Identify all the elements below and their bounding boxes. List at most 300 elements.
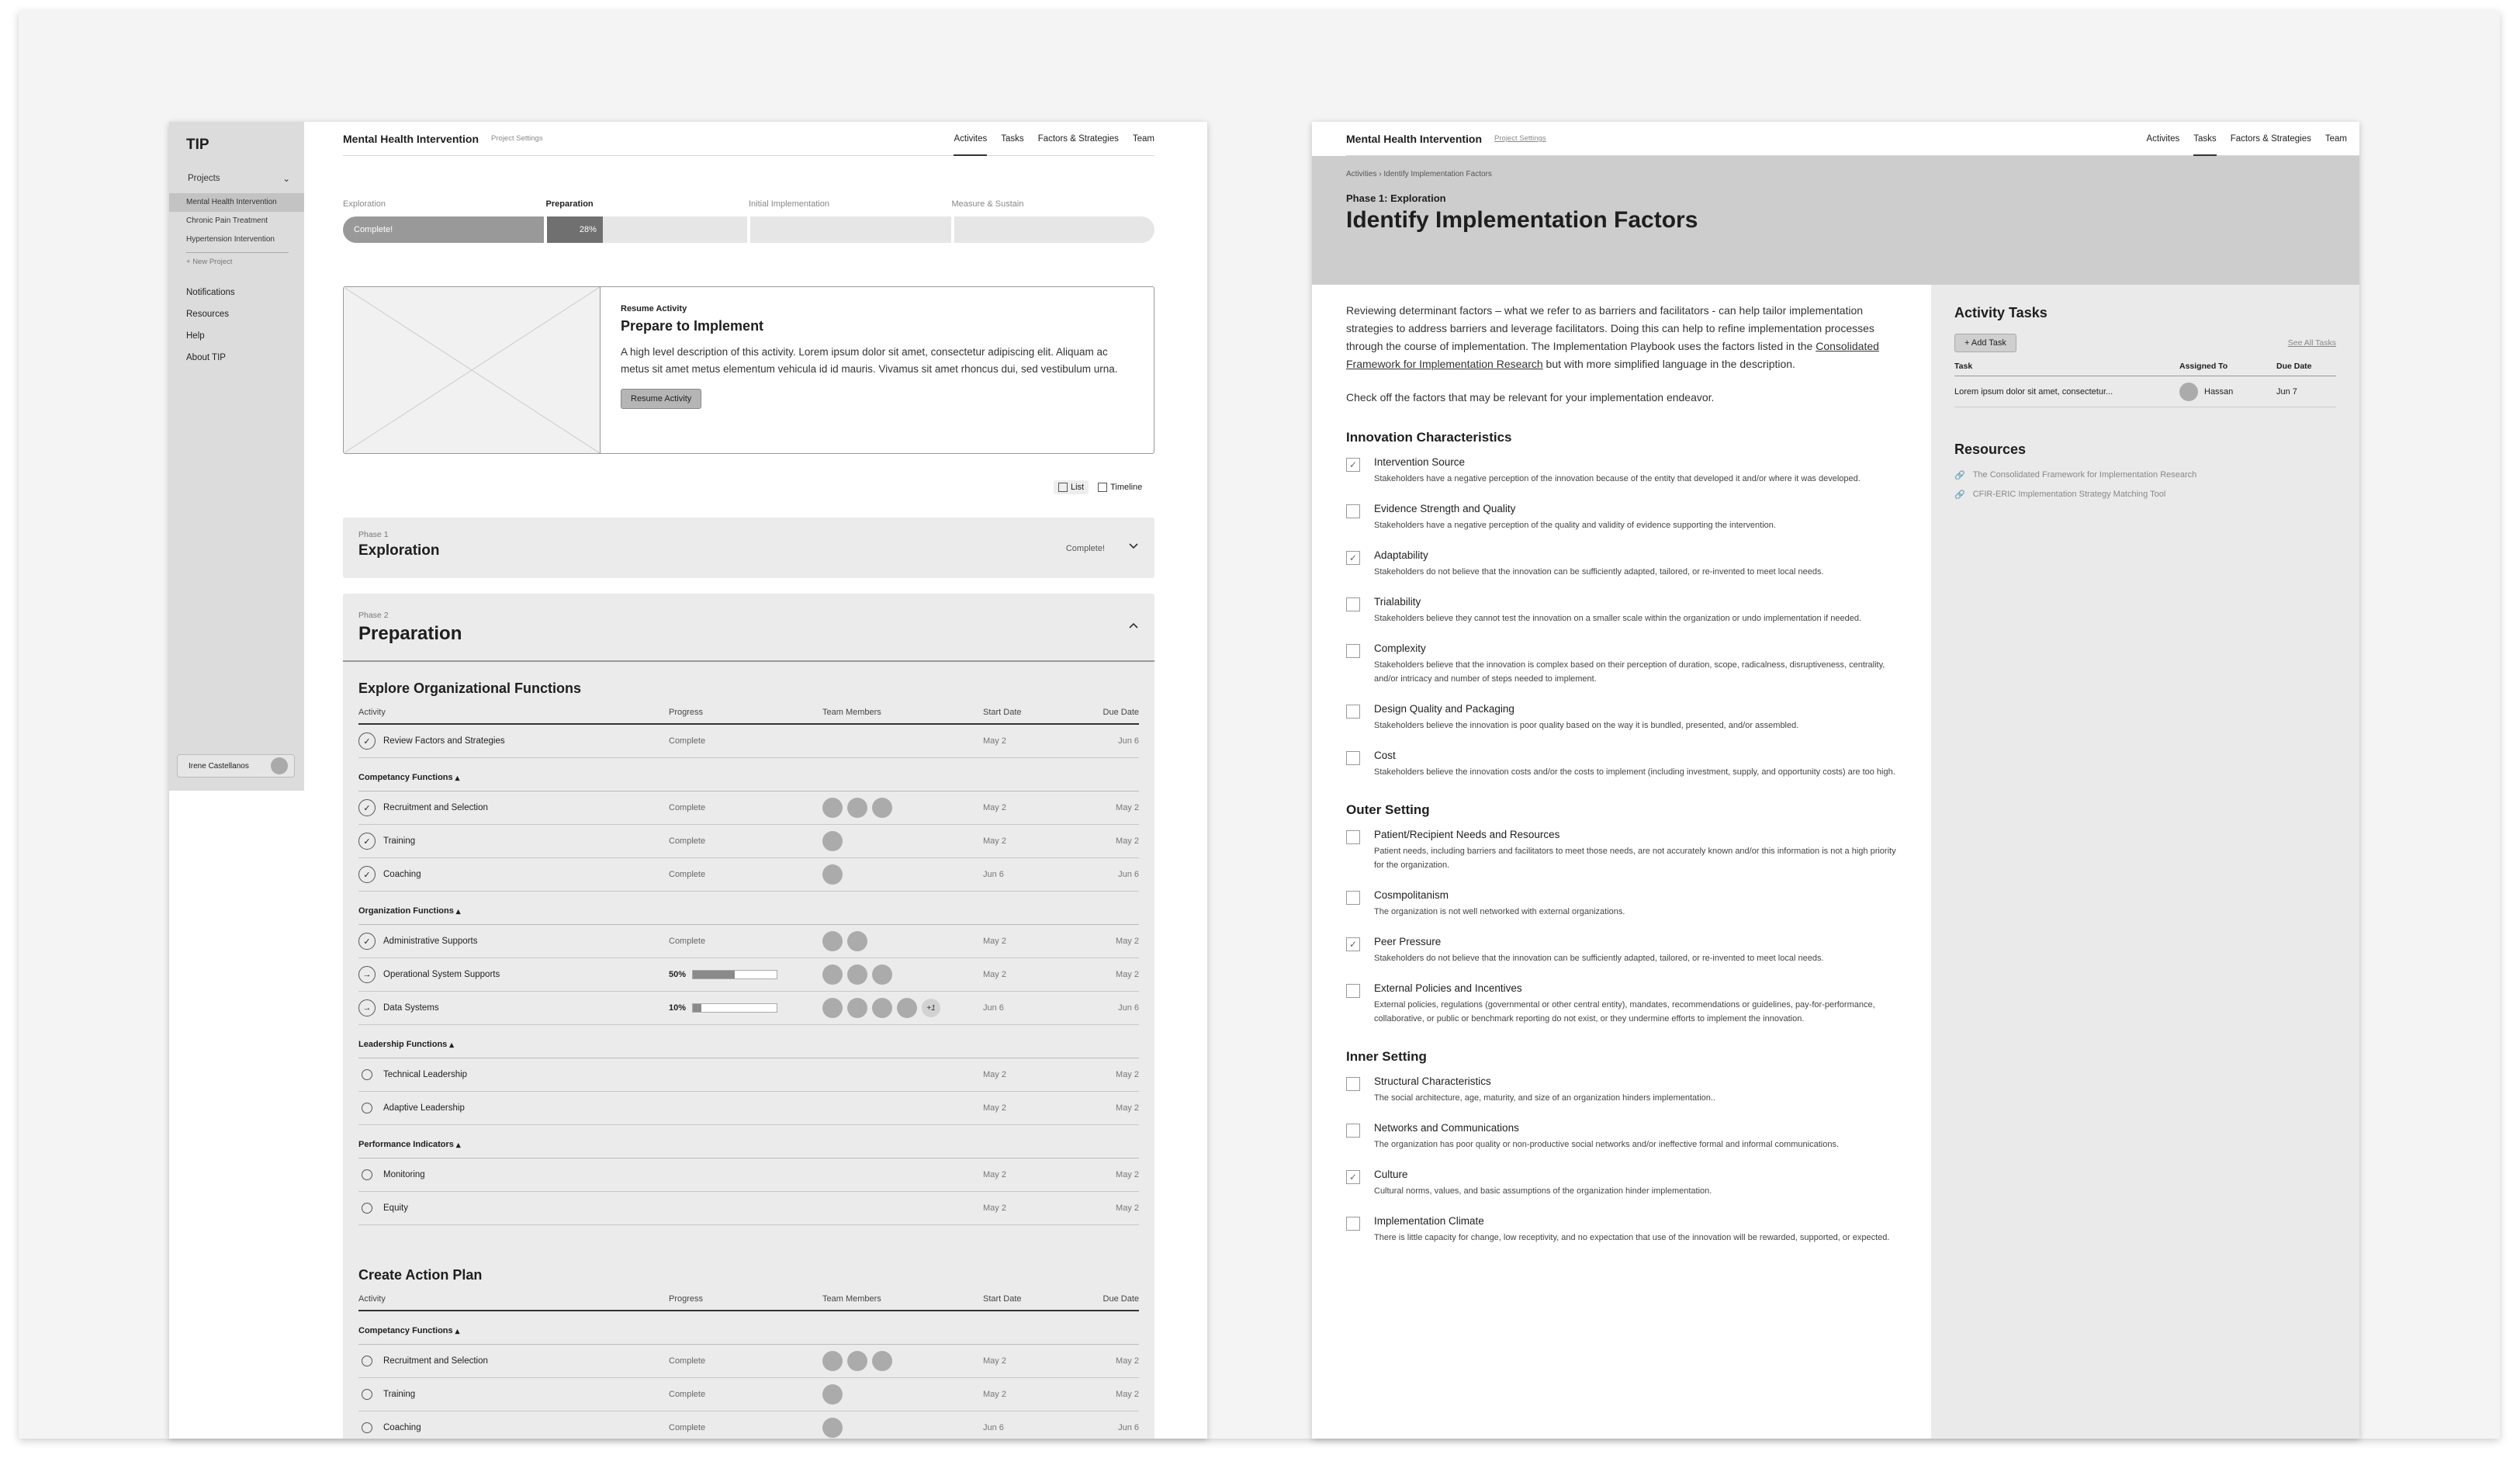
checkbox-checked[interactable]: ✓ <box>1346 458 1360 472</box>
project-title: Mental Health Intervention <box>1346 132 1483 145</box>
start-date: Jun 6 <box>983 1003 1004 1013</box>
phase-name: Preparation <box>358 623 462 644</box>
progress-text: Complete <box>669 736 706 746</box>
phase-number: Phase 1 <box>358 530 389 539</box>
factor-name: Networks and Communications <box>1374 1122 1519 1134</box>
start-date: May 2 <box>983 937 1006 946</box>
factor-name: Patient/Recipient Needs and Resources <box>1374 829 1560 840</box>
group-header[interactable] <box>358 892 1139 925</box>
due-date: May 2 <box>1116 803 1139 812</box>
factor-description: Stakeholders believe the innovation is poor quality based on the way it is bundled, presented, and/or assembled. <box>1374 721 1799 730</box>
phase-name: Exploration <box>358 542 440 559</box>
factor-item[interactable] <box>1346 936 1905 965</box>
col-task: Task <box>1954 362 1973 371</box>
start-date: May 2 <box>983 736 1006 746</box>
progress-text: Complete <box>669 1356 706 1366</box>
group-title: Organization Functions <box>358 906 454 916</box>
new-project-link[interactable] <box>186 252 289 271</box>
phase-2-header[interactable] <box>343 594 1154 662</box>
tab-activities[interactable]: Activites <box>2146 133 2180 144</box>
activity-name: Training <box>383 836 416 846</box>
tab-tasks[interactable]: Tasks <box>1001 133 1024 144</box>
avatar <box>872 798 892 818</box>
page-header <box>1312 156 2359 285</box>
intro-text <box>1346 302 1905 373</box>
view-toggle <box>1054 480 1142 494</box>
phase-subtitle: Phase 1: Exploration <box>1346 192 1446 204</box>
table-row[interactable] <box>358 1411 1139 1439</box>
factor-name: Cost <box>1374 750 1396 761</box>
card-title: Prepare to Implement <box>621 318 764 334</box>
activity-name: Coaching <box>383 1423 421 1432</box>
checkbox[interactable] <box>1346 751 1360 765</box>
project-dashboard-screen <box>169 122 1207 1439</box>
start-date: May 2 <box>983 1170 1006 1179</box>
factor-item[interactable] <box>1346 596 1905 625</box>
checkbox[interactable] <box>1346 705 1360 719</box>
factor-description: Stakeholders believe the innovation costs and/or the costs to implement (including investment, supply, and opportunity costs) are too high. <box>1374 767 1895 777</box>
factor-item[interactable] <box>1346 642 1905 686</box>
presentation-canvas <box>19 11 2500 1439</box>
tab-tasks[interactable]: Tasks <box>2193 122 2216 156</box>
due-date: May 2 <box>1116 937 1139 946</box>
table-row[interactable] <box>358 1192 1139 1225</box>
factor-name: Intervention Source <box>1374 456 1466 468</box>
sidebar-nav <box>186 288 235 375</box>
factor-item[interactable] <box>1346 456 1905 486</box>
caret-up-icon: ▴ <box>455 773 460 783</box>
resources-title: Resources <box>1954 442 2027 457</box>
avatar <box>872 965 892 985</box>
factor-item[interactable] <box>1346 1075 1905 1105</box>
col-due: Due Date <box>1102 708 1139 717</box>
phase-label: Preparation <box>545 199 594 209</box>
table-row[interactable] <box>358 958 1139 992</box>
due-date: May 2 <box>1116 1070 1139 1079</box>
tab-factors[interactable]: Factors & Strategies <box>1037 133 1119 144</box>
check-circle-icon: ✓ <box>358 866 376 883</box>
checkbox[interactable] <box>1346 830 1360 844</box>
card-description: A high level description of this activity. Lorem ipsum dolor sit amet, consectetur adipiscing elit. Aliquam ac metus sit amet metus elementum vehicula id id mauris. Vivamus sit amet rhoncus dui, sed vestibulum urna. <box>621 346 1118 375</box>
avatar <box>271 757 288 774</box>
factor-item[interactable] <box>1346 703 1905 732</box>
plus-icon: + <box>186 258 193 266</box>
group-title: Leadership Functions <box>358 1040 448 1049</box>
empty-circle-icon <box>362 1169 372 1180</box>
factor-group-title: Innovation Characteristics <box>1346 430 1512 445</box>
activity-name: Training <box>383 1390 416 1399</box>
checkbox[interactable] <box>1346 597 1360 611</box>
factor-name: External Policies and Incentives <box>1374 982 1522 994</box>
factor-item[interactable] <box>1346 829 1905 872</box>
list-view-button[interactable] <box>1054 480 1089 494</box>
due-date: Jun 6 <box>1118 870 1139 879</box>
phase-2-accordion <box>343 594 1154 1439</box>
chevron-down-icon: ⌄ <box>282 175 290 184</box>
projects-dropdown[interactable] <box>188 173 290 184</box>
instruction-text: Check off the factors that may be relevant for your implementation endeavor. <box>1346 391 1715 403</box>
due-date: May 2 <box>1116 1204 1139 1213</box>
empty-circle-icon <box>362 1203 372 1214</box>
table-row[interactable] <box>358 1092 1139 1125</box>
avatar <box>822 831 843 851</box>
avatar <box>822 798 843 818</box>
factor-description: The organization is not well networked with external organizations. <box>1374 907 1625 916</box>
factors-main <box>1346 302 1905 1262</box>
activity-name: Adaptive Leadership <box>383 1103 465 1113</box>
factor-description: The organization has poor quality or non-productive social networks and/or ineffective formal and informal communications. <box>1374 1140 1839 1149</box>
card-label: Resume Activity <box>621 304 687 313</box>
factor-group-title: Inner Setting <box>1346 1049 1427 1064</box>
image-placeholder <box>344 287 601 453</box>
table-row[interactable] <box>358 791 1139 825</box>
factor-name: Structural Characteristics <box>1374 1075 1491 1087</box>
progress-text: Complete <box>669 1423 706 1432</box>
due-date: May 2 <box>1116 970 1139 979</box>
factor-description: The social architecture, age, maturity, and size of an organization hinders implementation.. <box>1374 1093 1716 1103</box>
checkbox[interactable] <box>1346 504 1360 518</box>
activity-name: Review Factors and Strategies <box>383 736 505 746</box>
factor-description: Stakeholders have a negative perception of the innovation because of the entity that developed it and/or where it was developed. <box>1374 474 1861 483</box>
timeline-label: Timeline <box>1110 483 1143 492</box>
progress-fill: 28% <box>547 216 603 243</box>
progress-percent: 10% <box>669 1003 687 1013</box>
avatar <box>822 931 843 951</box>
start-date: May 2 <box>983 1070 1006 1079</box>
progress-text: Complete <box>669 836 706 846</box>
tab-team[interactable]: Team <box>1132 133 1154 144</box>
checkbox[interactable] <box>1346 1124 1360 1138</box>
group-header[interactable] <box>358 1311 1139 1345</box>
activity-name: Technical Leadership <box>383 1070 468 1079</box>
more-members-badge[interactable]: +1 <box>922 999 940 1017</box>
due-date: Jun 6 <box>1118 1003 1139 1013</box>
col-due: Due Date <box>1102 1294 1139 1304</box>
factor-name: Design Quality and Packaging <box>1374 703 1514 715</box>
project-settings-link[interactable]: Project Settings <box>1494 134 1546 143</box>
col-start: Start Date <box>983 1294 1022 1304</box>
resource-link[interactable] <box>1954 470 2336 480</box>
checkbox[interactable] <box>1346 644 1360 658</box>
avatar <box>822 998 843 1018</box>
project-item[interactable]: Hypertension Intervention <box>186 235 275 244</box>
project-item[interactable]: Mental Health Intervention <box>169 193 304 212</box>
avatar <box>822 965 843 985</box>
project-list <box>169 193 304 271</box>
progress-bar <box>692 970 777 979</box>
empty-circle-icon <box>362 1069 372 1080</box>
empty-circle-icon <box>362 1356 372 1366</box>
factor-description: Stakeholders do not believe that the innovation can be sufficiently adapted, tailored, or re-invented to meet local needs. <box>1374 567 1824 577</box>
arrow-circle-icon: → <box>358 966 376 983</box>
group-header[interactable] <box>358 758 1139 791</box>
sidebar <box>169 122 304 791</box>
col-progress: Progress <box>669 1294 704 1304</box>
avatar <box>847 931 867 951</box>
tab-activities[interactable]: Activites <box>954 122 987 156</box>
start-date: Jun 6 <box>983 870 1004 879</box>
activity-name: Administrative Supports <box>383 937 478 946</box>
table-row[interactable] <box>358 858 1139 892</box>
phase-label: Initial Implementation <box>749 199 829 209</box>
col-activity: Activity <box>358 708 386 717</box>
start-date: May 2 <box>983 1390 1006 1399</box>
phase-segment <box>750 216 951 243</box>
table-row[interactable] <box>358 1345 1139 1378</box>
start-date: May 2 <box>983 1356 1006 1366</box>
table-header <box>358 1294 1139 1311</box>
start-date: May 2 <box>983 1103 1006 1113</box>
intro-part: Reviewing determinant factors – what we refer to as barriers and facilitators - can help tailor implementation strategies to address barriers and leverage facilitators. Doing this can help to refine implementation processes through the course of implementation. The Implementation Playbook uses the factors listed in the <box>1346 304 1874 352</box>
factor-description: There is little capacity for change, low receptivity, and no expectation that use of the innovation will be rewarded, supported, or expected. <box>1374 1233 1890 1242</box>
tab-team[interactable]: Team <box>2324 133 2347 144</box>
progress-percent: 50% <box>669 970 687 979</box>
table-row[interactable] <box>358 925 1139 958</box>
factor-item[interactable] <box>1346 750 1905 779</box>
due-date: May 2 <box>1116 1103 1139 1113</box>
breadcrumb-link[interactable]: Activities <box>1346 170 1377 178</box>
phase-progress <box>343 199 1154 243</box>
factor-description: Stakeholders believe that the innovation is complex based on their perception of duration, scope, radicalness, disruptiveness, centrality, and/or intricacy and number of steps needed to implement. <box>1374 660 1885 684</box>
avatar <box>822 1418 843 1438</box>
avatar <box>822 1351 843 1371</box>
nav-help[interactable]: Help <box>186 331 205 341</box>
due-date: May 2 <box>1116 836 1139 846</box>
phase-1-accordion[interactable] <box>343 518 1154 578</box>
factor-description: External policies, regulations (governmental or other central entity), mandates, recommendations or guidelines, pay-for-performance, collaborative, or public or benchmark reporting do not exist, or they undermine efforts to implement the innovation. <box>1374 1000 1875 1023</box>
breadcrumb-current: Identify Implementation Factors <box>1383 170 1492 178</box>
checkbox[interactable] <box>1346 891 1360 905</box>
progress-text: Complete <box>669 937 706 946</box>
progress-text: Complete <box>669 870 706 879</box>
activity-name: Operational System Supports <box>383 970 500 979</box>
table-row[interactable] <box>358 1378 1139 1411</box>
list-label: List <box>1071 483 1085 492</box>
due-date: May 2 <box>1116 1390 1139 1399</box>
timeline-view-button[interactable] <box>1098 483 1142 492</box>
avatar <box>847 1351 867 1371</box>
check-circle-icon: ✓ <box>358 833 376 850</box>
checkbox[interactable] <box>1346 984 1360 998</box>
factors-screen <box>1312 122 2359 1439</box>
empty-circle-icon <box>362 1422 372 1433</box>
phase-number: Phase 2 <box>358 611 389 620</box>
project-settings-link[interactable]: Project Settings <box>491 134 543 143</box>
explore-section <box>358 681 1139 1225</box>
table-header <box>358 708 1139 725</box>
start-date: May 2 <box>983 836 1006 846</box>
factor-name: Trialability <box>1374 596 1421 608</box>
due-date: May 2 <box>1116 1170 1139 1179</box>
check-circle-icon: ✓ <box>358 933 376 950</box>
activity-name: Data Systems <box>383 1003 439 1013</box>
tab-factors[interactable]: Factors & Strategies <box>2230 133 2311 144</box>
link-icon: 🔗 <box>1954 471 1965 480</box>
progress-text: Complete <box>669 1390 706 1399</box>
avatar <box>872 1351 892 1371</box>
due-date: Jun 6 <box>1118 736 1139 746</box>
timeline-icon <box>1098 483 1107 492</box>
start-date: Jun 6 <box>983 1423 1004 1432</box>
avatar <box>2179 383 2198 401</box>
check-circle-icon: ✓ <box>358 799 376 816</box>
activity-name: Equity <box>383 1204 408 1213</box>
breadcrumb <box>1346 170 2325 178</box>
nav-about[interactable]: About TIP <box>186 353 226 362</box>
table-row[interactable] <box>358 1058 1139 1092</box>
see-all-tasks-link[interactable]: See All Tasks <box>2287 338 2336 348</box>
intro-part: but with more simplified language in the description. <box>1542 358 1795 370</box>
factor-item[interactable] <box>1346 503 1905 532</box>
activity-name: Monitoring <box>383 1170 425 1179</box>
resource-label: The Consolidated Framework for Implementation Research <box>1972 470 2197 480</box>
activity-name: Recruitment and Selection <box>383 1356 488 1366</box>
group-header[interactable] <box>358 1025 1139 1058</box>
start-date: May 2 <box>983 1204 1006 1213</box>
cfir-link[interactable]: Consolidated Framework for Implementation Research <box>1346 340 1879 370</box>
phase-segment: Complete! <box>343 216 544 243</box>
avatar <box>822 864 843 885</box>
col-assigned: Assigned To <box>2179 362 2228 371</box>
phase-segment <box>954 216 1155 243</box>
factor-item[interactable] <box>1346 982 1905 1026</box>
add-task-button[interactable] <box>1954 334 2016 352</box>
assignee: Hassan <box>2204 386 2234 397</box>
factor-item[interactable] <box>1346 889 1905 919</box>
resume-activity-button[interactable]: Resume Activity <box>621 389 701 409</box>
list-icon <box>1058 483 1068 492</box>
factor-item[interactable] <box>1346 1169 1905 1198</box>
section-title: Explore Organizational Functions <box>358 681 582 696</box>
due-date: May 2 <box>1116 1356 1139 1366</box>
avatar <box>847 998 867 1018</box>
col-start: Start Date <box>983 708 1022 717</box>
table-row[interactable] <box>358 725 1139 758</box>
table-row[interactable] <box>358 1158 1139 1192</box>
nav-notifications[interactable]: Notifications <box>186 288 235 297</box>
add-task-label: Add Task <box>1971 338 2006 348</box>
app-logo: TIP <box>186 137 209 153</box>
factor-item[interactable] <box>1346 549 1905 579</box>
table-row[interactable] <box>358 992 1139 1025</box>
start-date: May 2 <box>983 803 1006 812</box>
project-title: Mental Health Intervention <box>343 132 479 145</box>
task-name: Lorem ipsum dolor sit amet, consectetur... <box>1954 386 2113 397</box>
factor-name: Culture <box>1374 1169 1408 1180</box>
phase-status: Complete! <box>1065 544 1105 553</box>
link-icon: 🔗 <box>1954 490 1965 500</box>
factor-name: Peer Pressure <box>1374 936 1442 947</box>
checkbox-checked[interactable]: ✓ <box>1346 551 1360 565</box>
user-menu[interactable] <box>177 754 295 778</box>
chevron-up-icon <box>1128 620 1139 631</box>
avatar <box>847 798 867 818</box>
resume-activity-card <box>343 286 1154 454</box>
page-title: Identify Implementation Factors <box>1346 207 1698 233</box>
check-circle-icon: ✓ <box>358 732 376 750</box>
factor-description: Stakeholders have a negative perception of the quality and validity of evidence supporting the intervention. <box>1374 521 1776 530</box>
factor-item[interactable] <box>1346 1122 1905 1152</box>
factor-name: Evidence Strength and Quality <box>1374 503 1516 514</box>
tasks-header <box>1954 362 2336 376</box>
factor-description: Cultural norms, values, and basic assumptions of the organization hinder implementation. <box>1374 1186 1712 1196</box>
factor-name: Complexity <box>1374 642 1426 654</box>
start-date: May 2 <box>983 970 1006 979</box>
caret-up-icon: ▴ <box>455 906 461 916</box>
avatar <box>822 1384 843 1404</box>
checkbox-checked[interactable]: ✓ <box>1346 937 1360 951</box>
factor-name: Implementation Climate <box>1374 1215 1484 1227</box>
activity-name: Coaching <box>383 870 421 879</box>
factor-name: Cosmpolitanism <box>1374 889 1449 901</box>
resource-link[interactable] <box>1954 490 2336 500</box>
avatar <box>847 965 867 985</box>
col-progress: Progress <box>669 708 704 717</box>
activity-sidebar <box>1931 285 2359 1439</box>
project-item[interactable]: Chronic Pain Treatment <box>186 216 268 225</box>
factor-description: Stakeholders do not believe that the innovation can be sufficiently adapted, tailored, or re-invented to meet local needs. <box>1374 954 1824 963</box>
group-header[interactable] <box>358 1125 1139 1158</box>
caret-up-icon: ▴ <box>455 1326 460 1336</box>
avatar <box>897 998 917 1018</box>
phase-label: Exploration <box>343 199 386 209</box>
plus-icon: + <box>1964 338 1971 348</box>
phase-segment <box>547 216 748 243</box>
empty-circle-icon <box>362 1389 372 1400</box>
group-title: Competancy Functions <box>358 1326 453 1335</box>
chevron-down-icon <box>1128 541 1139 552</box>
projects-label: Projects <box>188 174 220 183</box>
task-row[interactable] <box>1954 376 2336 407</box>
chevron-right-icon: › <box>1379 170 1382 178</box>
factor-item[interactable] <box>1346 1215 1905 1245</box>
factor-group-title: Outer Setting <box>1346 802 1430 817</box>
phase-label: Measure & Sustain <box>951 199 1024 209</box>
action-plan-section <box>358 1267 1139 1439</box>
resource-label: CFIR-ERIC Implementation Strategy Matching Tool <box>1972 490 2166 499</box>
factor-name: Adaptability <box>1374 549 1428 561</box>
checkbox[interactable] <box>1346 1077 1360 1091</box>
tasks-title: Activity Tasks <box>1954 305 2048 320</box>
new-project-label: New Project <box>192 258 233 266</box>
nav-resources[interactable]: Resources <box>186 310 229 319</box>
col-team: Team Members <box>822 708 881 717</box>
avatar <box>872 998 892 1018</box>
group-title: Competancy Functions <box>358 773 453 782</box>
checkbox-checked[interactable]: ✓ <box>1346 1170 1360 1184</box>
col-team: Team Members <box>822 1294 881 1304</box>
col-activity: Activity <box>358 1294 386 1304</box>
top-nav <box>343 122 1154 156</box>
col-due: Due Date <box>2276 362 2312 371</box>
group-title: Performance Indicators <box>358 1140 454 1149</box>
factor-description: Stakeholders believe they cannot test the innovation on a smaller scale within the organization or undo implementation if needed. <box>1374 614 1861 623</box>
empty-circle-icon <box>362 1103 372 1113</box>
caret-up-icon: ▴ <box>455 1140 461 1150</box>
activity-name: Recruitment and Selection <box>383 803 488 812</box>
factor-description: Patient needs, including barriers and facilitators to meet those needs, are not accurately known and/or this information is not a high priority for the organization. <box>1374 847 1896 870</box>
due-date: Jun 6 <box>1118 1423 1139 1432</box>
placeholder-x-icon <box>344 287 600 453</box>
top-nav <box>1346 122 2359 156</box>
table-row[interactable] <box>358 825 1139 858</box>
progress-bar <box>692 1003 777 1013</box>
arrow-circle-icon: → <box>358 999 376 1016</box>
user-name: Irene Castellanos <box>189 761 249 771</box>
checkbox[interactable] <box>1346 1217 1360 1231</box>
progress-text: Complete <box>669 803 706 812</box>
caret-up-icon: ▴ <box>449 1040 454 1050</box>
